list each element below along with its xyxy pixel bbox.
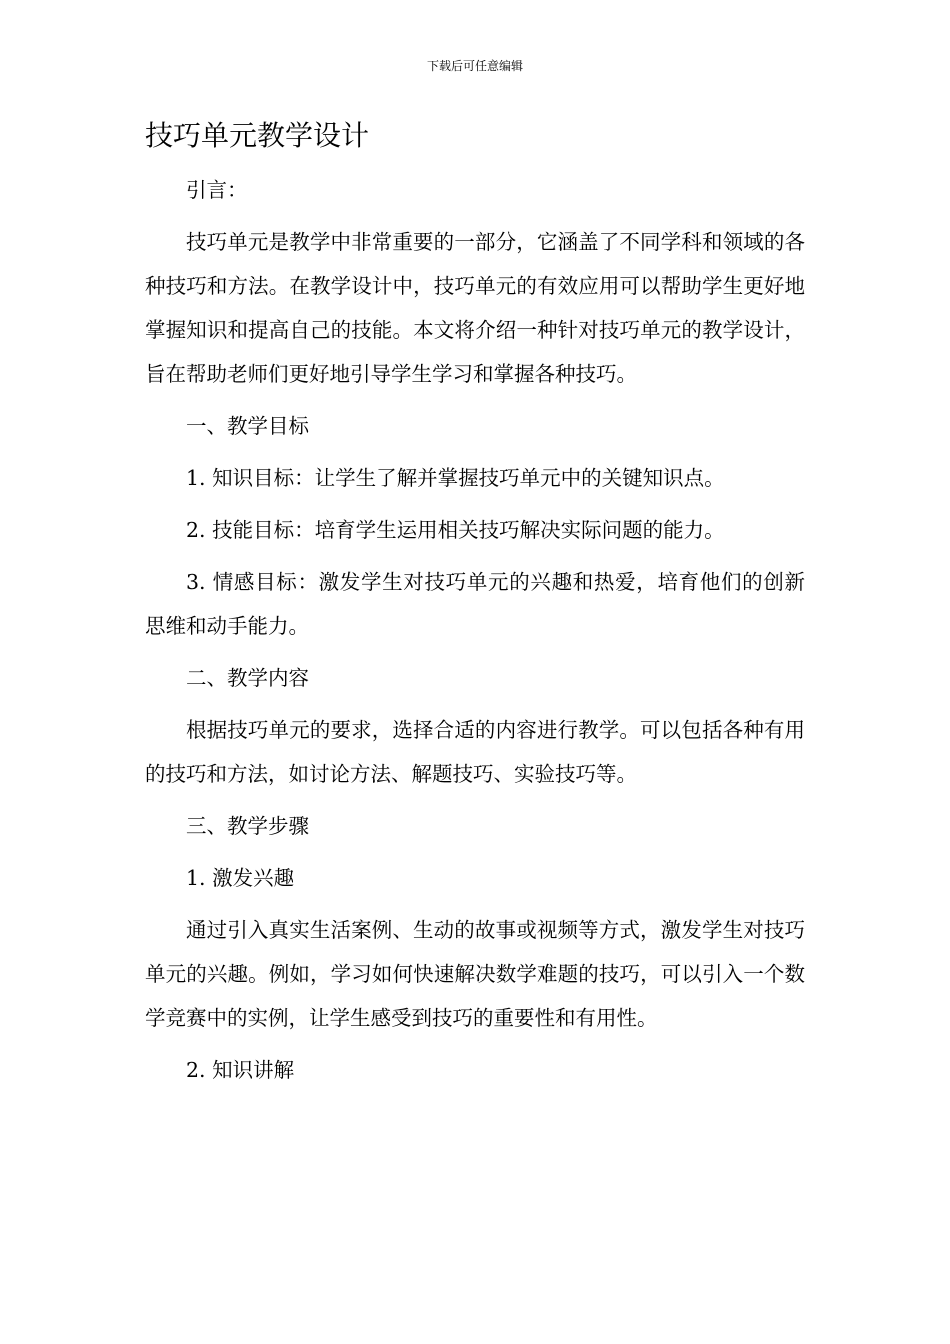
list-item-knowledge-goal: 1. 知识目标：让学生了解并掌握技巧单元中的关键知识点。 (186, 466, 725, 490)
list-item-step-interest: 1. 激发兴趣 (186, 866, 295, 890)
list-item-step-knowledge: 2. 知识讲解 (186, 1058, 295, 1082)
paragraph-intro-heading: 引言： (186, 178, 248, 202)
paragraph-intro: 技巧单元是教学中非常重要的一部分，它涵盖了不同学科和领域的各种技巧和方法。在教学设计中，技巧单元的有效应用可以帮助学生更好地掌握知识和提高自己的技能。本文将介绍一种针对技巧单元的教学设计，旨在帮助老师们更好地引导学生学习和掌握各种技巧。 (145, 230, 805, 386)
list-item-skill-goal: 2. 技能目标：培育学生运用相关技巧解决实际问题的能力。 (186, 518, 725, 542)
paragraph-step-interest: 通过引入真实生活案例、生动的故事或视频等方式，激发学生对技巧单元的兴趣。例如，学习如何快速解决数学难题的技巧，可以引入一个数学竞赛中的实例，让学生感受到技巧的重要性和有用性。 (145, 918, 805, 1030)
paragraph-content: 根据技巧单元的要求，选择合适的内容进行教学。可以包括各种有用的技巧和方法，如讨论方法、解题技巧、实验技巧等。 (145, 718, 805, 786)
section-heading-steps: 三、教学步骤 (186, 814, 309, 838)
list-item-emotion-goal: 3. 情感目标：激发学生对技巧单元的兴趣和热爱，培育他们的创新思维和动手能力。 (145, 570, 805, 638)
document-title: 技巧单元教学设计 (145, 119, 370, 152)
header-note: 下载后可任意编辑 (426, 59, 523, 73)
document-body (145, 168, 805, 1100)
section-heading-goals: 一、教学目标 (186, 414, 309, 438)
section-heading-content: 二、教学内容 (186, 666, 309, 690)
